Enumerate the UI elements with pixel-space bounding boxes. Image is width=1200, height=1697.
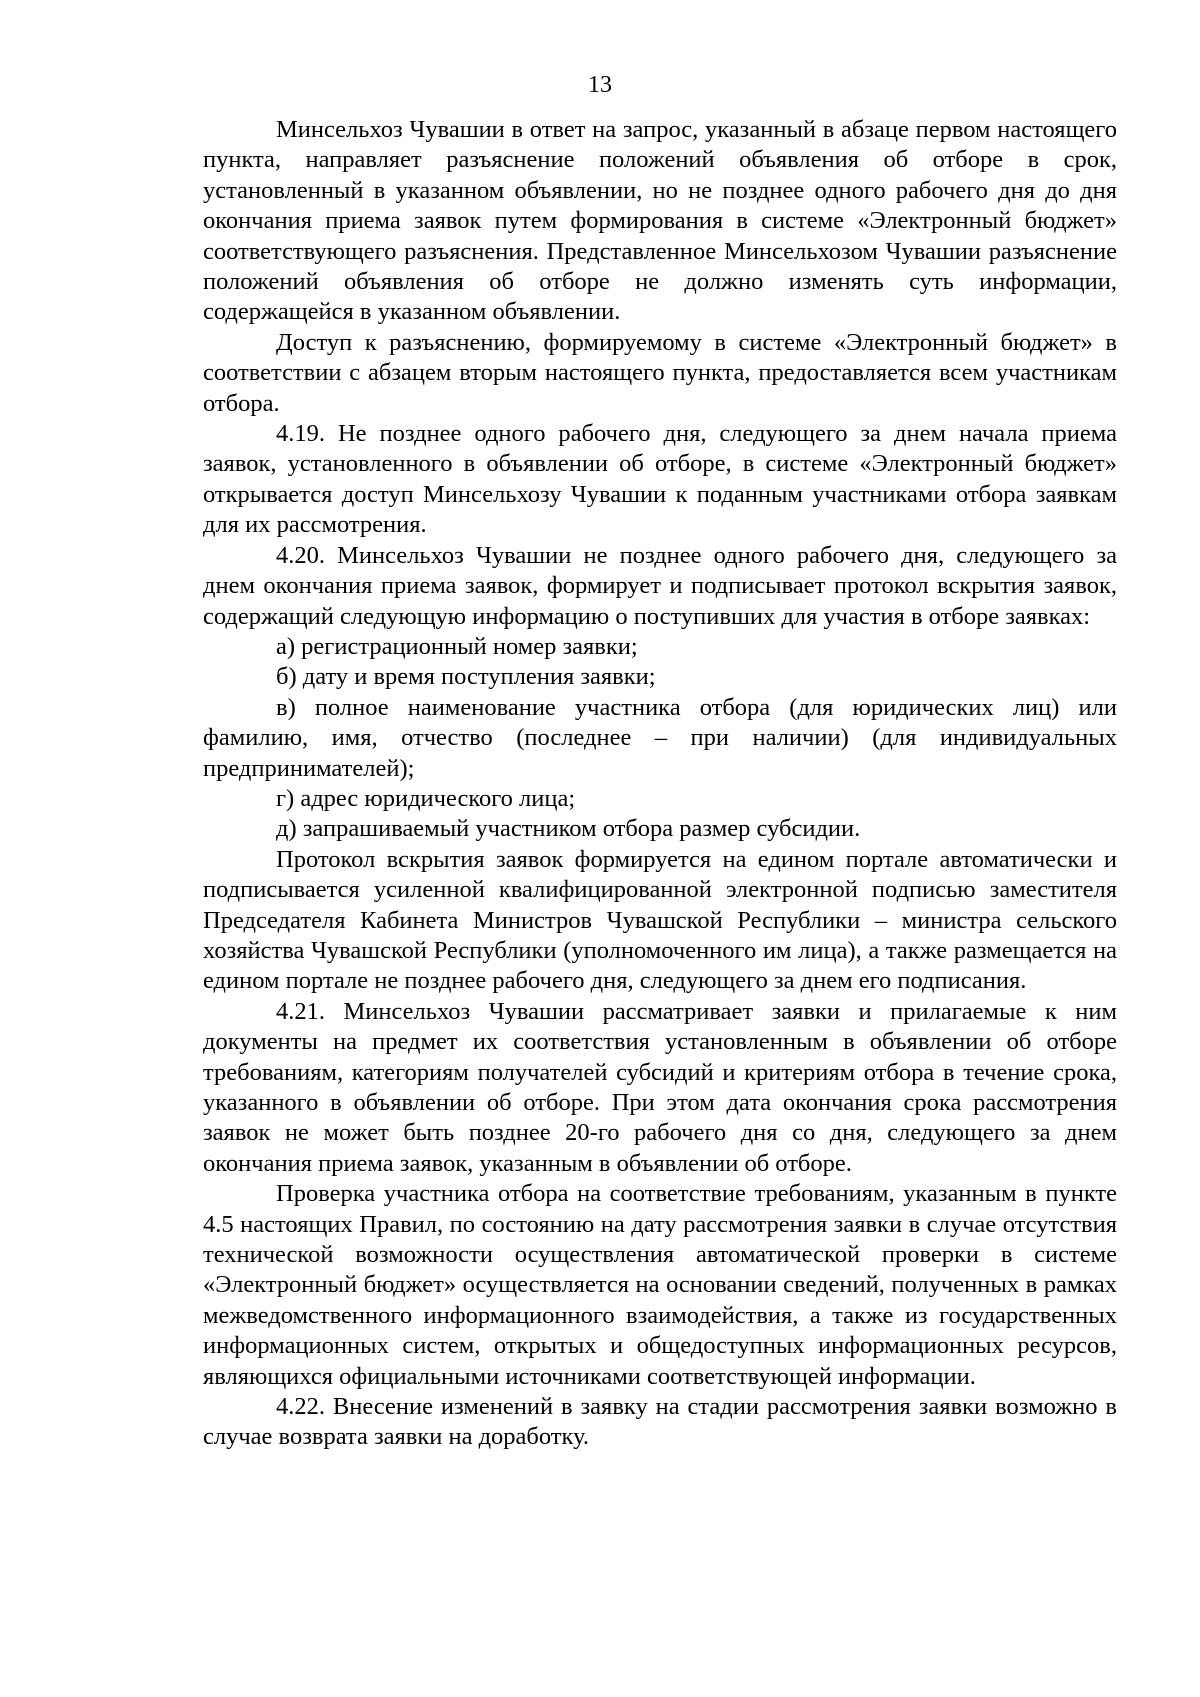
paragraph-clarification-response: Минсельхоз Чувашии в ответ на запрос, указанный в абзаце первом настоящего пункта, направляет разъяснение положений объявления об отборе в срок, установленный в указанном объявлении, но не позднее одного рабочего дня до дня окончания приема заявок путем формирования в системе «Электронный бюджет» соответствующего разъяснения. Представленное Минсельхозом Чувашии разъяснение положений объявления об отборе не должно изменять суть информации, содержащейся в указанном объявлении. — [203, 116, 1117, 326]
document-body — [203, 115, 1117, 1453]
list-item-g: г) адрес юридического лица; — [276, 784, 576, 812]
paragraph-clarification-access: Доступ к разъяснению, формируемому в системе «Электронный бюджет» в соответствии с абзацем вторым настоящего пункта, предоставляется всем участникам отбора. — [203, 328, 1117, 417]
paragraph-4-22: 4.22. Внесение изменений в заявку на стадии рассмотрения заявки возможно в случае возврата заявки на доработку. — [203, 1393, 1117, 1451]
list-item-v: в) полное наименование участника отбора (для юридических лиц) или фамилию, имя, отчество (последнее – при наличии) (для индивидуальных предпринимателей); — [203, 693, 1117, 782]
paragraph-participant-check: Проверка участника отбора на соответствие требованиям, указанным в пункте 4.5 настоящих Правил, по состоянию на дату рассмотрения заявки в случае отсутствия технической возможности осуществления автоматической проверки в системе «Электронный бюджет» осуществляется на основании сведений, полученных в рамках межведомственного информационного взаимодействия, а также из государственных информационных систем, открытых и общедоступных информационных ресурсов, являющихся официальными источниками соответствующей информации. — [203, 1180, 1117, 1390]
paragraph-protocol: Протокол вскрытия заявок формируется на едином портале автоматически и подписывается усиленной квалифицированной электронной подписью заместителя Председателя Кабинета Министров Чувашской Республики – министра сельского хозяйства Чувашской Республики (уполномоченного им лица), а также размещается на едином портале не позднее рабочего дня, следующего за днем его подписания. — [203, 845, 1117, 995]
list-item-d: д) запрашиваемый участником отбора размер субсидии. — [276, 815, 861, 843]
list-item-a: а) регистрационный номер заявки; — [276, 632, 638, 660]
paragraph-4-19: 4.19. Не позднее одного рабочего дня, следующего за днем начала приема заявок, установленного в объявлении об отборе, в системе «Электронный бюджет» открывается доступ Минсельхозу Чувашии к поданным участниками отбора заявкам для их рассмотрения. — [203, 420, 1117, 539]
paragraph-4-20: 4.20. Минсельхоз Чувашии не позднее одного рабочего дня, следующего за днем окончания приема заявок, формирует и подписывает протокол вскрытия заявок, содержащий следующую информацию о поступивших для участия в отборе заявках: — [203, 541, 1117, 630]
paragraph-4-21: 4.21. Минсельхоз Чувашии рассматривает заявки и прилагаемые к ним документы на предмет их соответствия установленным в объявлении об отборе требованиям, категориям получателей субсидий и критериям отбора в течение срока, указанного в объявлении об отборе. При этом дата окончания срока рассмотрения заявок не может быть позднее 20-го рабочего дня со дня, следующего за днем окончания приема заявок, указанным в объявлении об отборе. — [203, 997, 1117, 1177]
list-item-b: б) дату и время поступления заявки; — [276, 663, 656, 691]
page-number: 13 — [588, 72, 612, 98]
